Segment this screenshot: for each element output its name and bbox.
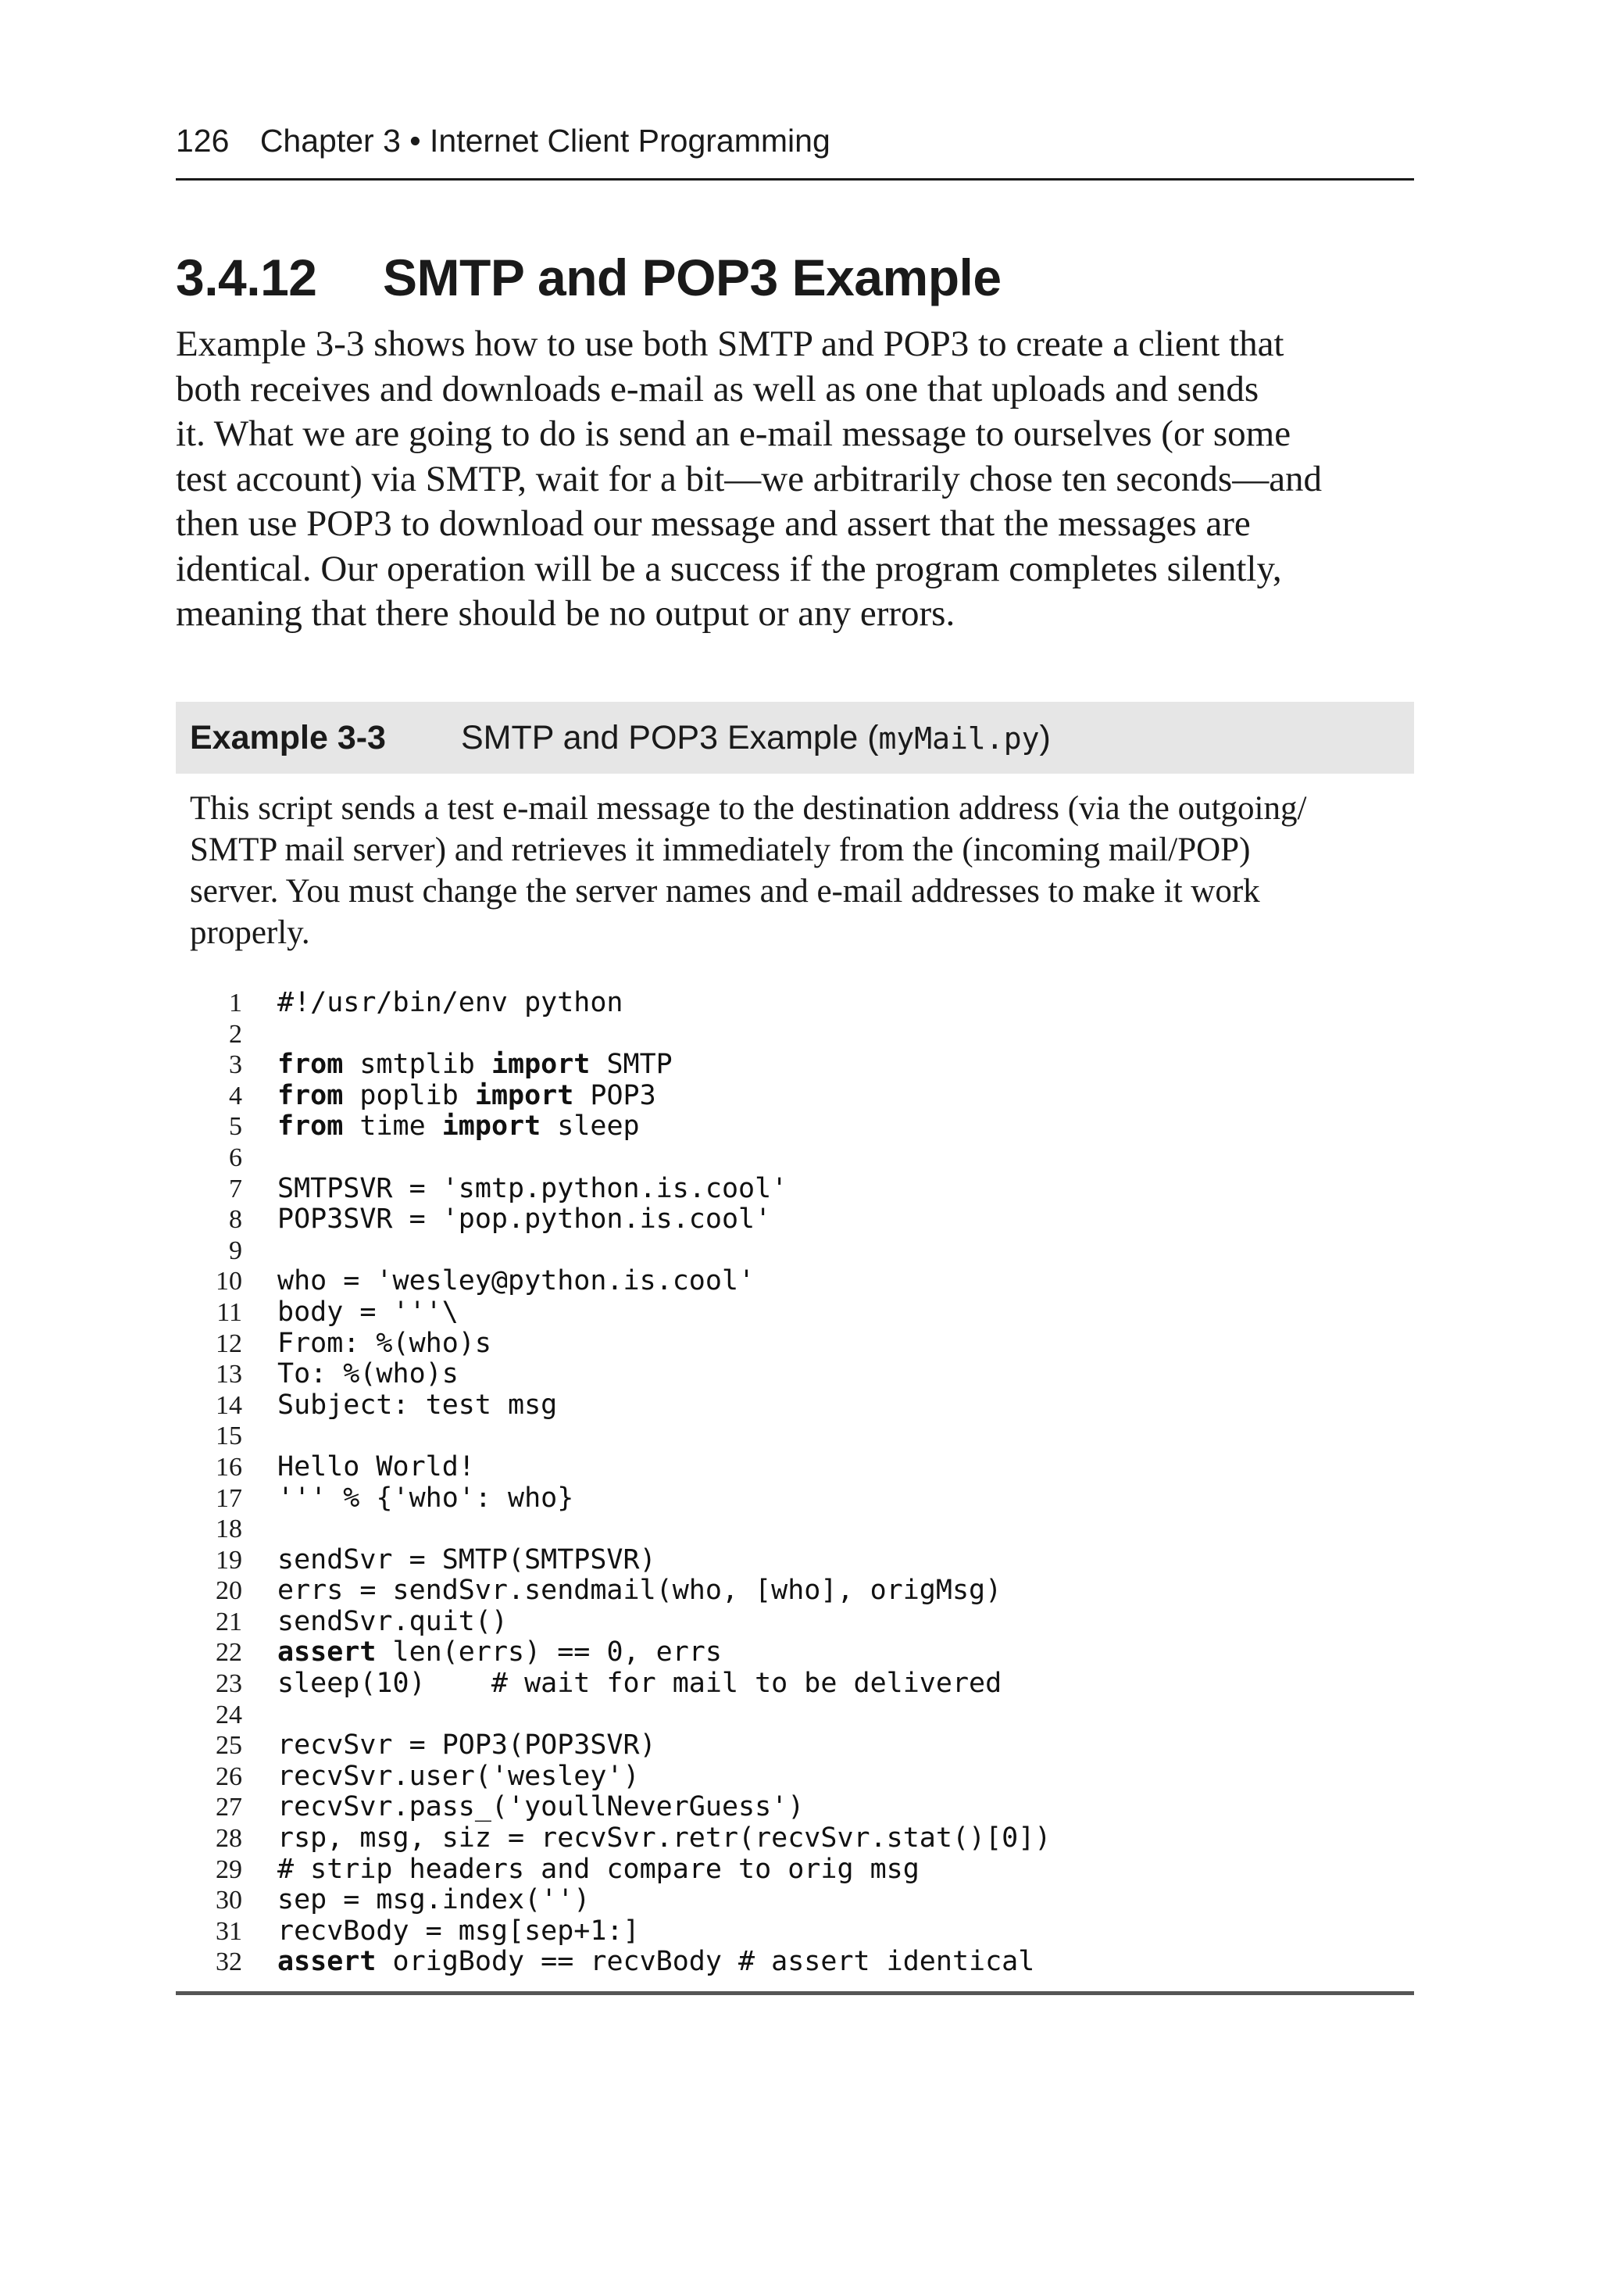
code-segment: To: %(who)s	[277, 1358, 459, 1390]
code-text	[277, 1854, 920, 1886]
code-line	[176, 988, 1414, 1019]
example-description	[190, 788, 1414, 953]
code-text	[277, 1483, 573, 1515]
line-number: 6	[229, 1143, 242, 1172]
code-listing	[176, 988, 1414, 1978]
code-segment: #!/usr/bin/env python	[277, 987, 623, 1018]
code-segment: POP3SVR = 'pop.python.is.cool'	[277, 1203, 772, 1236]
body-line: test account) via SMTP, wait for a bit—we arbitrarily chose ten seconds—and	[176, 458, 1323, 499]
example-label: Example 3-3	[190, 719, 386, 756]
code-segment: ''' % {'who': who}	[277, 1482, 574, 1514]
code-text	[277, 1885, 590, 1916]
description-line: properly.	[190, 914, 310, 951]
line-number: 1	[229, 989, 242, 1017]
code-segment: sendSvr.quit()	[277, 1605, 509, 1637]
code-segment: recvSvr.user('wesley')	[277, 1760, 640, 1792]
code-text	[277, 1575, 1002, 1607]
line-number: 20	[216, 1576, 242, 1606]
code-keyword: from	[277, 1079, 344, 1111]
body-line: Example 3-3 shows how to use both SMTP and POP3 to create a client that	[176, 324, 1284, 364]
code-line	[176, 1111, 1414, 1143]
code-line	[176, 1916, 1414, 1947]
code-segment: sleep(10) # wait for mail to be delivered	[277, 1668, 1002, 1700]
line-number: 26	[216, 1761, 242, 1791]
code-text	[277, 1761, 640, 1793]
line-number: 23	[216, 1669, 242, 1699]
line-number: 17	[216, 1483, 242, 1513]
code-line	[176, 1143, 1414, 1174]
line-number: 24	[216, 1700, 242, 1729]
code-line	[176, 1421, 1414, 1452]
code-keyword: import	[441, 1110, 541, 1143]
description-line: SMTP mail server) and retrieves it immediately from the (incoming mail/POP)	[190, 831, 1251, 868]
code-line	[176, 1329, 1414, 1360]
page-number: 126	[176, 123, 230, 159]
example-title-text: SMTP and POP3 Example (	[461, 719, 879, 756]
code-text	[277, 1947, 1034, 1978]
code-segment: len(errs) == 0, errs	[376, 1636, 722, 1668]
example-title-close: )	[1039, 719, 1051, 756]
running-head	[176, 121, 1414, 160]
code-segment: origBody == recvBody # assert identical	[376, 1946, 1035, 1978]
code-text	[277, 1081, 656, 1112]
code-text	[277, 1637, 722, 1668]
code-line	[176, 1607, 1414, 1638]
code-text	[277, 1792, 804, 1823]
line-number: 5	[229, 1112, 242, 1142]
code-segment: POP3	[573, 1079, 656, 1111]
code-line	[176, 1947, 1414, 1978]
line-number: 25	[216, 1731, 242, 1761]
code-text	[277, 1329, 491, 1360]
line-number: 9	[229, 1236, 242, 1265]
code-line	[176, 1637, 1414, 1668]
code-keyword: import	[491, 1049, 591, 1081]
code-line	[176, 1359, 1414, 1390]
line-number: 28	[216, 1824, 242, 1854]
section-title: SMTP and POP3 Example	[383, 249, 1002, 306]
code-segment: who = 'wesley@python.is.cool'	[277, 1265, 755, 1297]
code-line	[176, 1390, 1414, 1422]
code-keyword: from	[277, 1110, 344, 1143]
code-line	[176, 1204, 1414, 1236]
code-text	[277, 1390, 557, 1422]
code-text	[277, 1730, 656, 1761]
code-text	[277, 1111, 640, 1143]
code-line	[176, 1081, 1414, 1112]
code-line	[176, 1885, 1414, 1916]
code-text	[277, 1607, 508, 1638]
body-line: both receives and downloads e-mail as well as one that uploads and sends	[176, 368, 1259, 409]
line-number: 10	[216, 1267, 242, 1296]
code-segment: recvSvr.pass_('youllNeverGuess')	[277, 1791, 805, 1823]
code-segment: sep = msg.index('')	[277, 1884, 591, 1916]
code-segment: rsp, msg, siz = recvSvr.retr(recvSvr.stat()[0])	[277, 1822, 1052, 1854]
code-line	[176, 1854, 1414, 1886]
code-line	[176, 1266, 1414, 1297]
line-number: 14	[216, 1390, 242, 1420]
code-keyword: assert	[277, 1636, 377, 1668]
code-segment: Subject: test msg	[277, 1389, 558, 1421]
code-line	[176, 1792, 1414, 1823]
code-segment: smtplib	[343, 1049, 491, 1081]
line-number: 13	[216, 1360, 242, 1389]
code-line	[176, 1019, 1414, 1050]
line-number: 19	[216, 1545, 242, 1575]
code-segment: # strip headers and compare to orig msg	[277, 1853, 920, 1885]
code-segment: time	[343, 1110, 442, 1143]
line-number: 12	[216, 1329, 242, 1358]
example-caption-bar	[176, 702, 1414, 774]
line-number: 3	[229, 1050, 242, 1080]
section-heading	[176, 246, 1002, 309]
code-text	[277, 1297, 459, 1329]
code-line	[176, 1823, 1414, 1854]
listing-end-rule	[176, 1991, 1414, 1995]
example-title	[461, 717, 1051, 759]
code-line	[176, 1730, 1414, 1761]
code-line	[176, 1452, 1414, 1483]
line-number: 18	[216, 1515, 242, 1544]
line-number: 8	[229, 1205, 242, 1235]
code-segment: sendSvr = SMTP(SMTPSVR)	[277, 1543, 656, 1575]
code-keyword: from	[277, 1049, 344, 1081]
line-number: 16	[216, 1452, 242, 1482]
line-number: 22	[216, 1638, 242, 1668]
code-text	[277, 1452, 475, 1483]
code-line	[176, 1297, 1414, 1329]
code-line	[176, 1236, 1414, 1267]
body-line: then use POP3 to download our message and assert that the messages are	[176, 503, 1251, 544]
code-text	[277, 1174, 788, 1205]
code-keyword: import	[474, 1079, 574, 1111]
code-text	[277, 1545, 656, 1576]
line-number: 31	[216, 1916, 242, 1946]
code-line	[176, 1545, 1414, 1576]
body-line: identical. Our operation will be a success if the program completes silently,	[176, 548, 1282, 589]
code-line	[176, 1050, 1414, 1081]
code-line	[176, 1668, 1414, 1700]
code-segment: recvBody = msg[sep+1:]	[277, 1915, 640, 1947]
example-filename: myMail.py	[878, 721, 1040, 756]
line-number: 29	[216, 1854, 242, 1884]
code-keyword: assert	[277, 1946, 377, 1978]
code-segment: SMTPSVR = 'smtp.python.is.cool'	[277, 1172, 788, 1204]
code-segment: SMTP	[590, 1049, 673, 1081]
body-line: meaning that there should be no output or any errors.	[176, 593, 955, 634]
code-line	[176, 1174, 1414, 1205]
code-text	[277, 1823, 1051, 1854]
line-number: 21	[216, 1607, 242, 1636]
line-number: 15	[216, 1422, 242, 1451]
code-text	[277, 1916, 640, 1947]
code-line	[176, 1514, 1414, 1545]
code-segment: errs = sendSvr.sendmail(who, [who], origMsg)	[277, 1575, 1002, 1607]
code-line	[176, 1700, 1414, 1731]
code-text	[277, 1668, 1002, 1700]
code-segment: recvSvr = POP3(POP3SVR)	[277, 1729, 656, 1761]
code-text	[277, 988, 623, 1019]
body-line: it. What we are going to do is send an e-mail message to ourselves (or some	[176, 413, 1291, 454]
line-number: 32	[216, 1947, 242, 1977]
code-text	[277, 1050, 673, 1081]
code-text	[277, 1266, 755, 1297]
line-number: 7	[229, 1174, 242, 1203]
code-text	[277, 1359, 459, 1390]
code-line	[176, 1575, 1414, 1607]
line-number: 27	[216, 1793, 242, 1822]
description-line: server. You must change the server names and e-mail addresses to make it work	[190, 873, 1260, 910]
line-number: 30	[216, 1886, 242, 1915]
line-number: 4	[229, 1081, 242, 1110]
code-segment: body = '''\	[277, 1296, 459, 1328]
line-number: 2	[229, 1019, 242, 1049]
code-segment: sleep	[541, 1110, 640, 1143]
chapter-title: Chapter 3 • Internet Client Programming	[259, 123, 830, 159]
code-segment: Hello World!	[277, 1450, 475, 1482]
body-paragraph	[176, 322, 1414, 637]
line-number: 11	[216, 1297, 242, 1327]
code-line	[176, 1483, 1414, 1515]
code-segment: poplib	[343, 1079, 475, 1111]
section-number: 3.4.12	[176, 249, 317, 306]
description-line: This script sends a test e-mail message to the destination address (via the outgoing/	[190, 790, 1307, 827]
code-segment: From: %(who)s	[277, 1327, 491, 1359]
code-text	[277, 1204, 771, 1236]
code-line	[176, 1761, 1414, 1793]
header-rule	[176, 178, 1414, 181]
